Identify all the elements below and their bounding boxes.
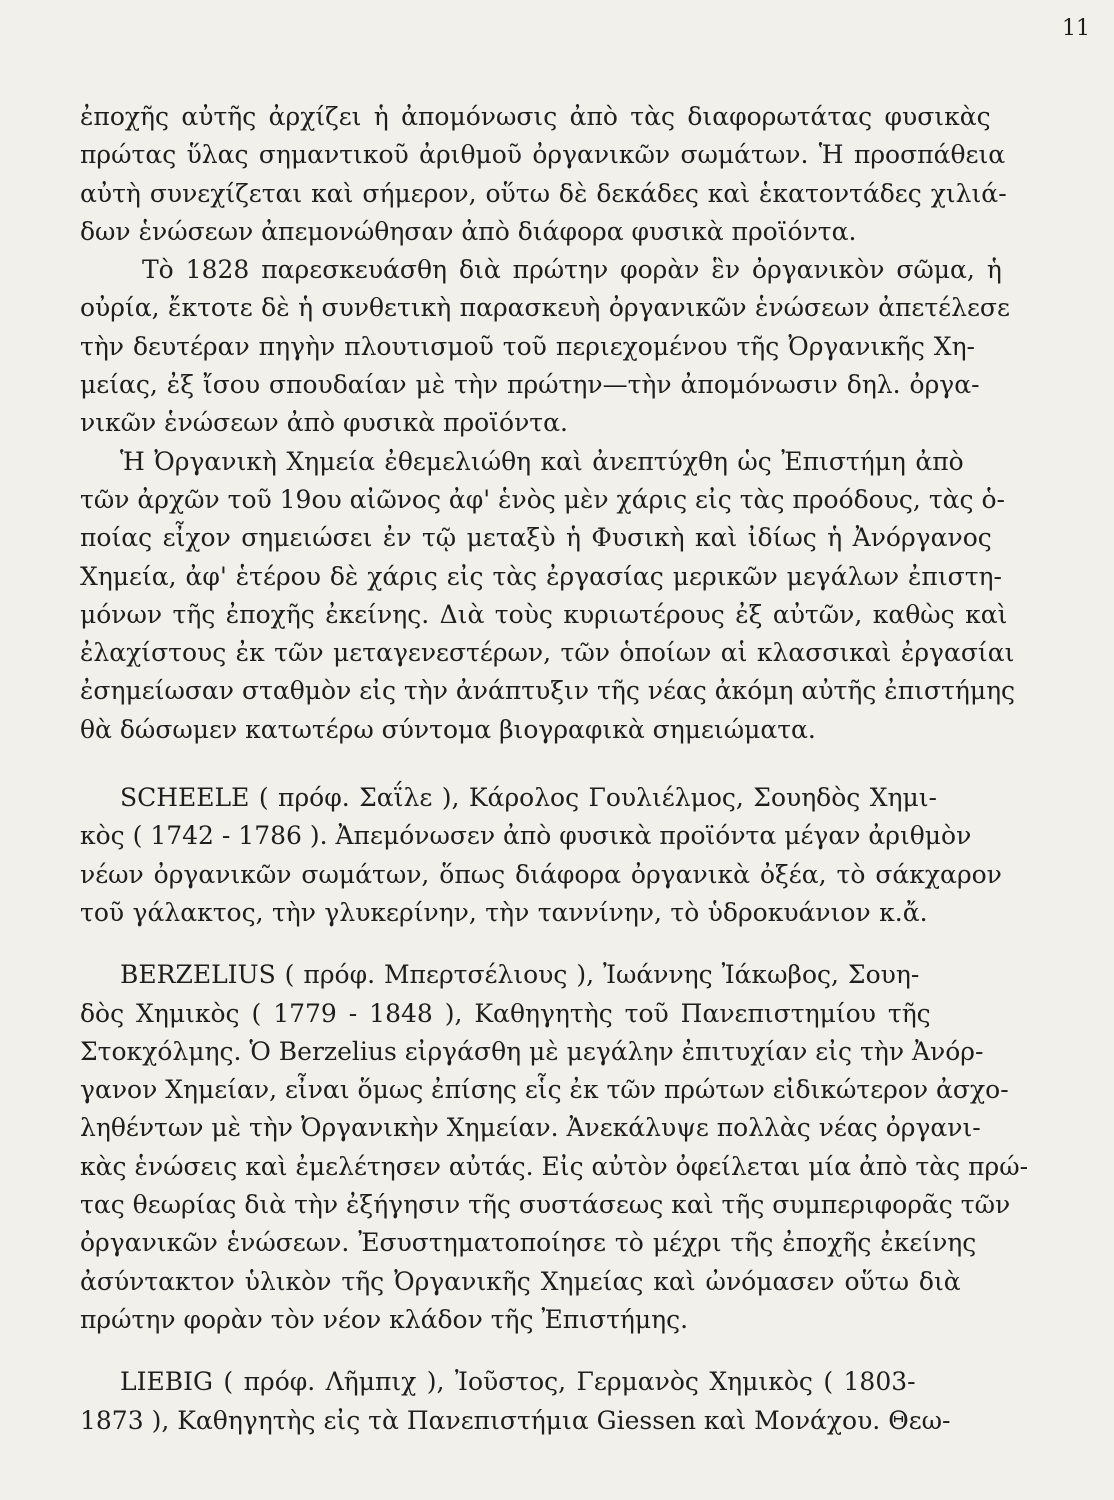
text-line: τας θεωρίας διὰ τὴν ἐξήγησιν τῆς συστάσεως καὶ τῆς συμπεριφορᾶς τῶν <box>80 1190 1011 1220</box>
document-text <box>80 98 1029 1440</box>
text-line: ποίας εἶχον σημειώσει ἐν τῷ μεταξὺ ἡ Φυσικὴ καὶ ἰδίως ἡ Ἀνόργανος <box>80 523 992 553</box>
entry-berzelius <box>80 956 1029 1339</box>
text-line: ὀργανικῶν ἑνώσεων. Ἐσυστηματοποίησε τὸ μέχρι τῆς ἐποχῆς ἐκείνης <box>80 1228 977 1258</box>
entry-liebig <box>80 1363 970 1440</box>
text-line: τὴν δευτέραν πηγὴν πλουτισμοῦ τοῦ περιεχομένου τῆς Ὀργανικῆς Χη- <box>80 331 975 361</box>
text-line: πρώτην φορὰν τὸν νέον κλάδον τῆς Ἐπιστήμης. <box>80 1304 689 1334</box>
text-line: 1873 ), Καθηγητὴς εἰς τὰ Πανεπιστήμια Giessen καὶ Μονάχου. Θεω- <box>80 1405 951 1435</box>
text-line: μόνων τῆς ἐποχῆς ἐκείνης. Διὰ τοὺς κυριωτέρους ἐξ αὐτῶν, καθὼς καὶ <box>80 599 1008 629</box>
text-line: Τὸ 1828 παρεσκευάσθη διὰ πρώτην φορὰν ἓν ὀργανικὸν σῶμα, ἡ <box>142 255 1002 285</box>
paragraph-isolation <box>80 98 1007 251</box>
text-line: Στοκχόλμης. Ὁ Berzelius εἰργάσθη μὲ μεγάλην ἐπιτυχίαν εἰς τὴν Ἀνόρ- <box>80 1036 984 1066</box>
text-line: δὸς Χημικὸς ( 1779 - 1848 ), Καθηγητὴς τοῦ Πανεπιστημίου τῆς <box>80 998 931 1028</box>
text-line: θὰ δώσωμεν κατωτέρω σύντομα βιογραφικὰ σημειώματα. <box>80 714 816 744</box>
text-line: ἐποχῆς αὐτῆς ἀρχίζει ἡ ἀπομόνωσις ἀπὸ τὰς διαφορωτάτας φυσικὰς <box>80 102 991 131</box>
text-line: ἐλαχίστους ἐκ τῶν μεταγενεστέρων, τῶν ὁποίων αἱ κλασσικαὶ ἐργασίαι <box>80 638 1015 668</box>
text-line: πρώτας ὕλας σημαντικοῦ ἀριθμοῦ ὀργανικῶν σωμάτων. Ἡ προσπάθεια <box>80 140 1006 170</box>
text-line: Ἡ Ὀργανικὴ Χημεία ἐθεμελιώθη καὶ ἀνεπτύχθη ὡς Ἐπιστήμη ἀπὸ <box>120 446 964 476</box>
text-line: ληθέντων μὲ τὴν Ὀργανικὴν Χημείαν. Ἀνεκάλυψε πολλὰς νέας ὀργανι- <box>80 1113 981 1143</box>
paragraph-synthesis <box>80 251 1010 442</box>
page-number: 11 <box>1062 16 1090 41</box>
text-line: δων ἑνώσεων ἀπεμονώθησαν ἀπὸ διάφορα φυσικὰ προϊόντα. <box>80 216 857 246</box>
paragraph-foundation <box>80 443 1016 749</box>
text-line: ἐσημείωσαν σταθμὸν εἰς τὴν ἀνάπτυξιν τῆς νέας ἀκόμη αὐτῆς ἐπιστήμης <box>80 676 1016 706</box>
text-line: BERZELIUS ( πρόφ. Μπερτσέλιους ), Ἰωάννης Ἰάκωβος, Σουη- <box>120 960 920 990</box>
section-gap <box>80 749 970 779</box>
text-line: αὐτὴ συνεχίζεται καὶ σήμερον, οὕτω δὲ δεκάδες καὶ ἑκατοντάδες χιλιά- <box>80 178 1007 208</box>
text-line: οὐρία, ἔκτοτε δὲ ἡ συνθετικὴ παρασκευὴ ὀργανικῶν ἑνώσεων ἀπετέλεσε <box>80 293 1010 323</box>
text-line: κὸς ( 1742 - 1786 ). Ἀπεμόνωσεν ἀπὸ φυσικὰ προϊόντα μέγαν ἀριθμὸν <box>80 821 972 851</box>
text-line: τῶν ἀρχῶν τοῦ 19ου αἰῶνος ἀφ' ἑνὸς μὲν χάρις εἰς τὰς προόδους, τὰς ὁ- <box>80 484 1005 514</box>
text-line: κὰς ἑνώσεις καὶ ἐμελέτησεν αὐτάς. Εἰς αὐτὸν ὀφείλεται μία ἀπὸ τὰς πρώ- <box>80 1151 1029 1181</box>
text-line: LIEBIG ( πρόφ. Λῆμπιχ ), Ἰοῦστος, Γερμανὸς Χημικὸς ( 1803- <box>120 1367 916 1397</box>
text-line: τοῦ γάλακτος, τὴν γλυκερίνην, τὴν ταννίνην, τὸ ὑδροκυάνιον κ.ἄ. <box>80 897 928 927</box>
section-gap <box>80 932 970 956</box>
text-line: νικῶν ἑνώσεων ἀπὸ φυσικὰ προϊόντα. <box>80 408 568 438</box>
text-line: νέων ὀργανικῶν σωμάτων, ὅπως διάφορα ὀργανικὰ ὀξέα, τὸ σάκχαρον <box>80 859 1002 889</box>
section-gap <box>80 1339 970 1363</box>
text-line: μείας, ἐξ ἴσου σπουδαίαν μὲ τὴν πρώτην—τὴν ἀπομόνωσιν δηλ. ὀργα- <box>80 370 980 400</box>
text-line: γανον Χημείαν, εἶναι ὅμως ἐπίσης εἷς ἐκ τῶν πρώτων εἰδικώτερον ἀσχο- <box>80 1075 1009 1105</box>
entry-scheele <box>80 779 1002 932</box>
text-line: Χημεία, ἀφ' ἑτέρου δὲ χάρις εἰς τὰς ἐργασίας μερικῶν μεγάλων ἐπιστη- <box>80 561 1002 591</box>
text-line: ἀσύντακτον ὑλικὸν τῆς Ὀργανικῆς Χημείας καὶ ὠνόμασεν οὕτω διὰ <box>80 1266 961 1296</box>
text-line: SCHEELE ( πρόφ. Σαΐλε ), Κάρολος Γουλιέλμος, Σουηδὸς Χημι- <box>120 783 937 813</box>
